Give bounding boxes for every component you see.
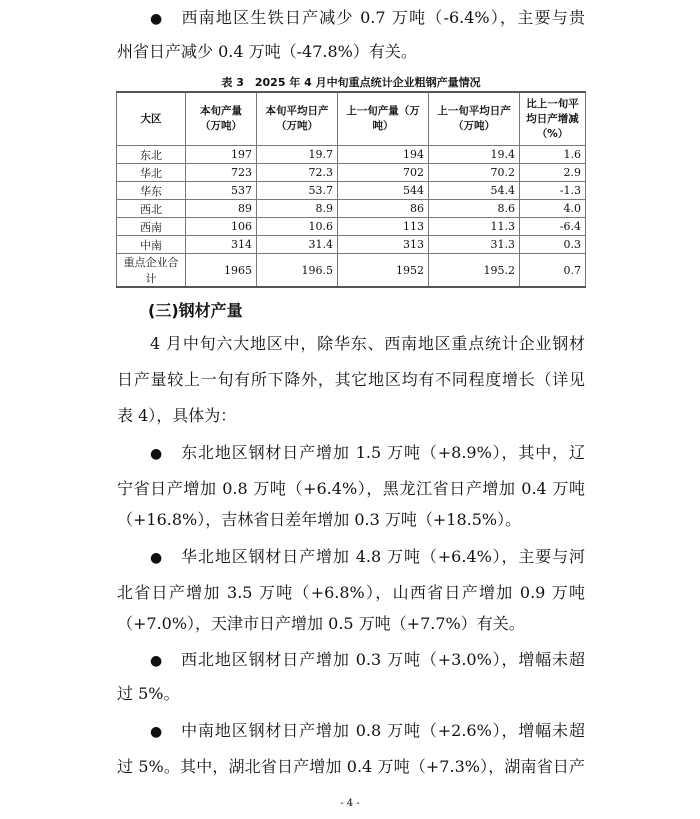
value-cell: 723 <box>186 164 257 182</box>
bullet-paragraph: ● 中南地区钢材日产增加 0.8 万吨（+2.6%），增幅未超 <box>150 721 585 740</box>
column-header: 本旬平均日产（万吨） <box>257 92 338 146</box>
bullet-icon: ● <box>150 653 164 669</box>
value-cell: 4.0 <box>520 200 586 218</box>
table-row <box>117 164 586 182</box>
value-cell: 70.2 <box>429 164 520 182</box>
bullet-icon: ● <box>150 550 164 566</box>
value-cell: 19.7 <box>257 146 338 164</box>
bullet-icon: ● <box>150 724 164 740</box>
region-cell: 东北 <box>117 146 186 164</box>
text-line: 宁省日产增加 0.8 万吨（+6.4%），黑龙江省日产增加 0.4 万吨 <box>117 479 585 498</box>
value-cell: 86 <box>338 200 429 218</box>
value-cell: 197 <box>186 146 257 164</box>
text-line: （+7.0%），天津市日产增加 0.5 万吨（+7.7%）有关。 <box>117 614 525 633</box>
table-row <box>117 200 586 218</box>
value-cell: 19.4 <box>429 146 520 164</box>
value-cell: 8.6 <box>429 200 520 218</box>
table-header-row <box>117 92 586 146</box>
text-line: 4 月中旬六大地区中，除华东、西南地区重点统计企业钢材 <box>150 334 585 353</box>
value-cell: 1952 <box>338 254 429 288</box>
text-line: 州省日产减少 0.4 万吨（-47.8%）有关。 <box>117 42 417 61</box>
table-row <box>117 254 586 288</box>
value-cell: 106 <box>186 218 257 236</box>
table-row <box>117 236 586 254</box>
bullet-icon: ● <box>150 446 164 462</box>
value-cell: 0.3 <box>520 236 586 254</box>
value-cell: 702 <box>338 164 429 182</box>
text-line: 表 4），具体为： <box>117 406 237 425</box>
region-cell: 中南 <box>117 236 186 254</box>
text-line: 北省日产增加 3.5 万吨（+6.8%），山西省日产增加 0.9 万吨 <box>117 583 585 602</box>
table-row <box>117 146 586 164</box>
text-line: （+16.8%），吉林省日差年增加 0.3 万吨（+18.5%）。 <box>117 510 522 529</box>
value-cell: 54.4 <box>429 182 520 200</box>
page-number: - 4 - <box>340 798 360 809</box>
value-cell: 89 <box>186 200 257 218</box>
text-line: 过 5%。其中，湖北省日产增加 0.4 万吨（+7.3%），湖南省日产 <box>117 757 585 776</box>
value-cell: 194 <box>338 146 429 164</box>
value-cell: -1.3 <box>520 182 586 200</box>
region-cell: 西北 <box>117 200 186 218</box>
table-row <box>117 218 586 236</box>
value-cell: 11.3 <box>429 218 520 236</box>
text-line: 日产量较上一旬有所下降外，其它地区均有不同程度增长（详见 <box>117 370 585 389</box>
value-cell: 544 <box>338 182 429 200</box>
bullet-icon: ● <box>150 11 164 27</box>
value-cell: 10.6 <box>257 218 338 236</box>
column-header: 上一旬产量（万吨） <box>338 92 429 146</box>
value-cell: 314 <box>186 236 257 254</box>
column-header: 比上一旬平均日产增减（%） <box>520 92 586 146</box>
value-cell: 31.3 <box>429 236 520 254</box>
region-cell: 重点企业合计 <box>117 254 186 288</box>
column-header: 上一旬平均日产（万吨） <box>429 92 520 146</box>
bullet-paragraph: ● 西北地区钢材日产增加 0.3 万吨（+3.0%），增幅未超 <box>150 650 585 669</box>
value-cell: 0.7 <box>520 254 586 288</box>
value-cell: 113 <box>338 218 429 236</box>
bullet-paragraph: ● 西南地区生铁日产减少 0.7 万吨（-6.4%），主要与贵 <box>150 8 585 27</box>
value-cell: 313 <box>338 236 429 254</box>
column-header: 本旬产量（万吨） <box>186 92 257 146</box>
value-cell: 196.5 <box>257 254 338 288</box>
bullet-paragraph: ● 华北地区钢材日产增加 4.8 万吨（+6.4%），主要与河 <box>150 547 585 566</box>
region-cell: 西南 <box>117 218 186 236</box>
value-cell: 53.7 <box>257 182 338 200</box>
value-cell: -6.4 <box>520 218 586 236</box>
value-cell: 537 <box>186 182 257 200</box>
value-cell: 1965 <box>186 254 257 288</box>
region-cell: 华北 <box>117 164 186 182</box>
table-row <box>117 182 586 200</box>
value-cell: 72.3 <box>257 164 338 182</box>
column-header: 大区 <box>117 92 186 146</box>
table-caption: 表 3 2025 年 4 月中旬重点统计企业粗钢产量情况 <box>221 76 481 89</box>
text-line: 过 5%。 <box>117 684 180 703</box>
region-cell: 华东 <box>117 182 186 200</box>
value-cell: 31.4 <box>257 236 338 254</box>
steel-output-table <box>116 91 586 288</box>
value-cell: 2.9 <box>520 164 586 182</box>
section-heading: (三)钢材产量 <box>148 301 243 320</box>
value-cell: 8.9 <box>257 200 338 218</box>
value-cell: 1.6 <box>520 146 586 164</box>
bullet-paragraph: ● 东北地区钢材日产增加 1.5 万吨（+8.9%），其中，辽 <box>150 443 585 462</box>
value-cell: 195.2 <box>429 254 520 288</box>
